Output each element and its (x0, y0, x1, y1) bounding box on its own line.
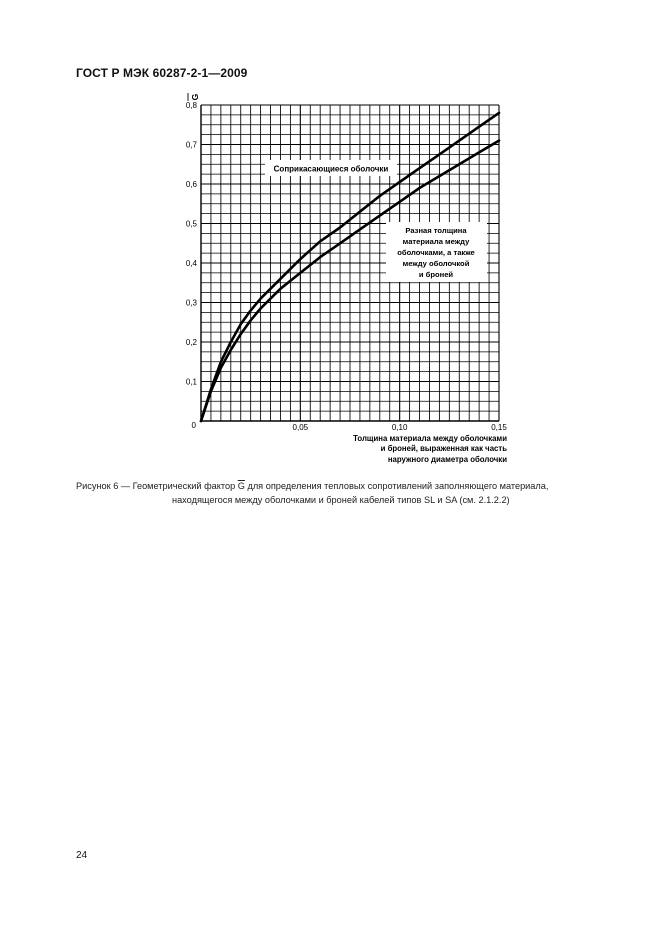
y-axis-title: G (190, 93, 200, 101)
x-tick-label: 0,05 (292, 423, 309, 432)
caption-line-2: находящегося между оболочками и броней кабелей типов SL и SA (см. 2.1.2.2) (172, 495, 510, 505)
x-axis-title-3: наружного диаметра оболочки (387, 455, 507, 464)
y-tick-label: 0,5 (185, 219, 197, 229)
series-label-contact: Соприкасающиеся оболочки (273, 164, 389, 174)
y-tick-label: 0,7 (185, 140, 197, 150)
y-tick-label: 0,2 (185, 338, 197, 347)
series-label-varied-2: материала между (402, 237, 470, 246)
series-label-varied-1: Разная толщина (405, 226, 467, 235)
y-tick-label: 0,3 (185, 298, 197, 308)
caption-prefix: Рисунок 6 — Геометрический фактор (76, 481, 238, 491)
caption-line-1 (76, 479, 616, 493)
caption-line1-rest: для определения тепловых сопротивлений заполняющего материала, (244, 481, 549, 491)
x-tick-label: 0,15 (491, 423, 507, 432)
series-label-varied-5: и броней (418, 270, 454, 279)
y-tick-label: 0,6 (185, 180, 197, 189)
x-axis-title-1: Толщина материала между оболочками (353, 434, 507, 443)
y-tick-label: 0,1 (185, 377, 197, 387)
document-header: ГОСТ Р МЭК 60287-2-1—2009 (76, 66, 248, 80)
page-number: 24 (76, 850, 88, 861)
x-tick-label: 0,10 (391, 423, 408, 432)
figure-caption (76, 479, 616, 507)
y-tick-label: 0,4 (185, 259, 197, 268)
caption-symbol: $\overline{G}$ (237, 481, 245, 491)
series-label-varied-4: между оболочкой (402, 259, 470, 268)
x-axis-title-2: и броней, выраженная как часть (380, 444, 507, 453)
y-tick-label: 0,8 (185, 101, 197, 110)
x-origin-label: 0 (191, 421, 196, 430)
series-label-varied-3: оболочками, а также (397, 248, 475, 257)
